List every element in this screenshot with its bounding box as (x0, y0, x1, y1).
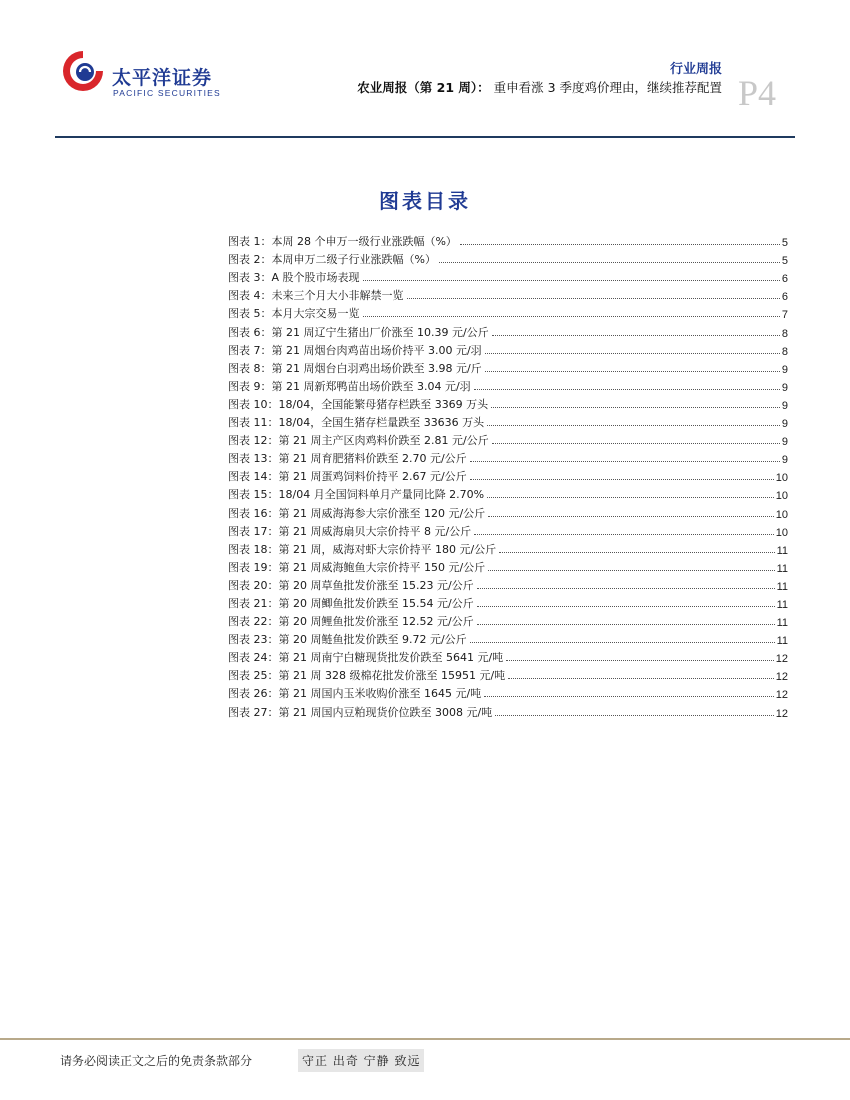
report-title (357, 78, 722, 96)
toc-entry[interactable] (228, 358, 788, 376)
toc-entry[interactable] (228, 376, 788, 394)
toc-entry-page: 11 (776, 617, 788, 630)
toc-entry-page: 10 (775, 526, 788, 539)
toc-entry-page: 10 (775, 508, 788, 521)
toc-entry-label: 图表 3：A 股个股市场表现 (228, 271, 360, 285)
header-divider (55, 136, 795, 138)
toc-entry-page: 12 (775, 653, 788, 666)
toc-entry-label: 图表 13：第 21 周育肥猪料价跌至 2.70 元/公斤 (228, 452, 467, 466)
toc-entry[interactable] (228, 321, 788, 339)
toc-entry-label: 图表 19：第 21 周威海鲍鱼大宗价持平 150 元/公斤 (228, 560, 486, 574)
toc-entry-page: 6 (781, 273, 788, 286)
toc-entry-label: 图表 14：第 21 周蛋鸡饲料价持平 2.67 元/公斤 (228, 470, 467, 484)
toc-dot-leader (474, 534, 774, 535)
toc-entry-label: 图表 17：第 21 周威海扇贝大宗价持平 8 元/公斤 (228, 524, 472, 538)
toc-entry[interactable] (228, 611, 788, 629)
toc-entry[interactable] (228, 683, 788, 701)
toc-entry-page: 12 (775, 671, 788, 684)
toc-entry-label: 图表 24：第 21 周南宁白糖现货批发价跌至 5641 元/吨 (228, 651, 504, 665)
toc-entry[interactable] (228, 629, 788, 647)
toc-entry-label: 图表 2：本周申万二级子行业涨跌幅（%） (228, 253, 436, 267)
toc-dot-leader (488, 570, 774, 571)
footer-divider (0, 1038, 850, 1040)
toc-entry-label: 图表 4：未来三个月大小非解禁一览 (228, 289, 404, 303)
toc-entry-page: 12 (775, 689, 788, 702)
toc-entry-page: 11 (776, 562, 788, 575)
toc-entry[interactable] (228, 231, 788, 249)
toc-dot-leader (470, 461, 780, 462)
toc-entry-page: 11 (776, 635, 788, 648)
report-title-prefix: 农业周报（第 21 周）： (357, 80, 490, 95)
toc-dot-leader (477, 606, 775, 607)
toc-dot-leader (506, 660, 774, 661)
toc-entry[interactable] (228, 430, 788, 448)
toc-entry[interactable] (228, 340, 788, 358)
toc-dot-leader (492, 335, 780, 336)
report-title-text: 重申看涨 3 季度鸡价理由，继续推荐配置 (489, 80, 722, 95)
toc-entry-page: 9 (781, 418, 788, 431)
toc-dot-leader (470, 642, 775, 643)
toc-entry-label: 图表 15：18/04 月全国饲料单月产量同比降 2.70% (228, 488, 485, 502)
doc-type-label: 行业周报 (669, 62, 722, 77)
toc-entry[interactable] (228, 539, 788, 557)
toc-entry-page: 9 (781, 436, 788, 449)
toc-entry-page: 11 (776, 544, 788, 557)
toc-entry-page: 7 (781, 309, 788, 322)
toc-entry-label: 图表 10：18/04，全国能繁母猪存栏跌至 3369 万头 (228, 397, 489, 411)
toc-entry-page: 9 (781, 381, 788, 394)
toc-entry-label: 图表 21：第 20 周鲫鱼批发价跌至 15.54 元/公斤 (228, 596, 474, 610)
footer-disclaimer: 请务必阅读正文之后的免责条款部分 (60, 1054, 253, 1068)
toc-entry-label: 图表 5：本月大宗交易一览 (228, 307, 360, 321)
pacific-securities-logo-icon (60, 48, 106, 94)
toc-entry-label: 图表 23：第 20 周鲢鱼批发价跌至 9.72 元/公斤 (228, 633, 467, 647)
toc-entry-label: 图表 18：第 21 周，威海对虾大宗价持平 180 元/公斤 (228, 542, 497, 556)
brand-name-cn: 太平洋证券 (112, 67, 213, 89)
toc-entry-label: 图表 27：第 21 周国内豆粕现货价位跌至 3008 元/吨 (228, 705, 493, 719)
toc-entry[interactable] (228, 665, 788, 683)
toc-entry-label: 图表 7：第 21 周烟台肉鸡苗出场价持平 3.00 元/羽 (228, 343, 482, 357)
toc-dot-leader (363, 280, 780, 281)
toc-entry[interactable] (228, 412, 788, 430)
toc-entry-label: 图表 9：第 21 周新郑鸭苗出场价跌至 3.04 元/羽 (228, 379, 471, 393)
page-number: P4 (738, 73, 777, 113)
toc-list (228, 231, 788, 720)
toc-entry[interactable] (228, 394, 788, 412)
toc-entry-label: 图表 6：第 21 周辽宁生猪出厂价涨至 10.39 元/公斤 (228, 325, 489, 339)
toc-dot-leader (499, 552, 774, 553)
toc-entry-page: 8 (781, 327, 788, 340)
toc-entry-label: 图表 26：第 21 周国内玉米收购价涨至 1645 元/吨 (228, 687, 482, 701)
toc-entry-page: 5 (781, 237, 788, 250)
toc-entry-label: 图表 1：本周 28 个申万一级行业涨跌幅（%） (228, 235, 457, 249)
toc-entry[interactable] (228, 484, 788, 502)
toc-entry[interactable] (228, 521, 788, 539)
toc-dot-leader (477, 588, 775, 589)
toc-entry-page: 11 (776, 580, 788, 593)
toc-entry-page: 9 (781, 399, 788, 412)
toc-dot-leader (439, 262, 780, 263)
toc-dot-leader (508, 678, 774, 679)
footer-motto: 守正 出奇 宁静 致远 (298, 1049, 424, 1072)
toc-dot-leader (491, 407, 780, 408)
toc-entry-label: 图表 8：第 21 周烟台白羽鸡出场价跌至 3.98 元/斤 (228, 361, 482, 375)
toc-entry[interactable] (228, 701, 788, 719)
toc-entry-label: 图表 25：第 21 周 328 级棉花批发价涨至 15951 元/吨 (228, 669, 506, 683)
toc-entry-label: 图表 12：第 21 周主产区肉鸡料价跌至 2.81 元/公斤 (228, 434, 489, 448)
toc-dot-leader (488, 516, 774, 517)
toc-entry-page: 5 (781, 255, 788, 268)
toc-entry[interactable] (228, 448, 788, 466)
toc-entry-page: 9 (781, 363, 788, 376)
toc-dot-leader (485, 353, 780, 354)
toc-heading: 图表目录 (379, 189, 471, 213)
toc-dot-leader (487, 497, 774, 498)
toc-entry[interactable] (228, 267, 788, 285)
toc-dot-leader (363, 316, 780, 317)
toc-entry[interactable] (228, 647, 788, 665)
toc-entry-page: 9 (781, 454, 788, 467)
toc-dot-leader (470, 479, 774, 480)
toc-entry-label: 图表 20：第 20 周草鱼批发价涨至 15.23 元/公斤 (228, 578, 474, 592)
toc-entry-label: 图表 11：18/04，全国生猪存栏量跌至 33636 万头 (228, 416, 485, 430)
toc-entry-page: 11 (776, 598, 788, 611)
toc-entry-page: 8 (781, 345, 788, 358)
toc-entry[interactable] (228, 575, 788, 593)
toc-dot-leader (487, 425, 780, 426)
toc-entry-label: 图表 16：第 21 周威海海参大宗价涨至 120 元/公斤 (228, 506, 486, 520)
toc-entry-label: 图表 22：第 20 周鲤鱼批发价涨至 12.52 元/公斤 (228, 615, 474, 629)
toc-entry[interactable] (228, 249, 788, 267)
toc-entry[interactable] (228, 557, 788, 575)
toc-entry[interactable] (228, 285, 788, 303)
toc-dot-leader (477, 624, 775, 625)
toc-entry-page: 12 (775, 707, 788, 720)
toc-dot-leader (460, 244, 780, 245)
toc-entry-page: 6 (781, 291, 788, 304)
toc-entry[interactable] (228, 466, 788, 484)
toc-entry[interactable] (228, 303, 788, 321)
toc-entry[interactable] (228, 502, 788, 520)
toc-dot-leader (485, 371, 780, 372)
toc-dot-leader (474, 389, 780, 390)
toc-dot-leader (484, 696, 774, 697)
toc-entry-page: 10 (775, 472, 788, 485)
brand-name-en: PACIFIC SECURITIES (113, 88, 221, 98)
toc-dot-leader (495, 715, 774, 716)
toc-entry[interactable] (228, 593, 788, 611)
toc-dot-leader (407, 298, 780, 299)
toc-dot-leader (492, 443, 780, 444)
toc-entry-page: 10 (775, 490, 788, 503)
